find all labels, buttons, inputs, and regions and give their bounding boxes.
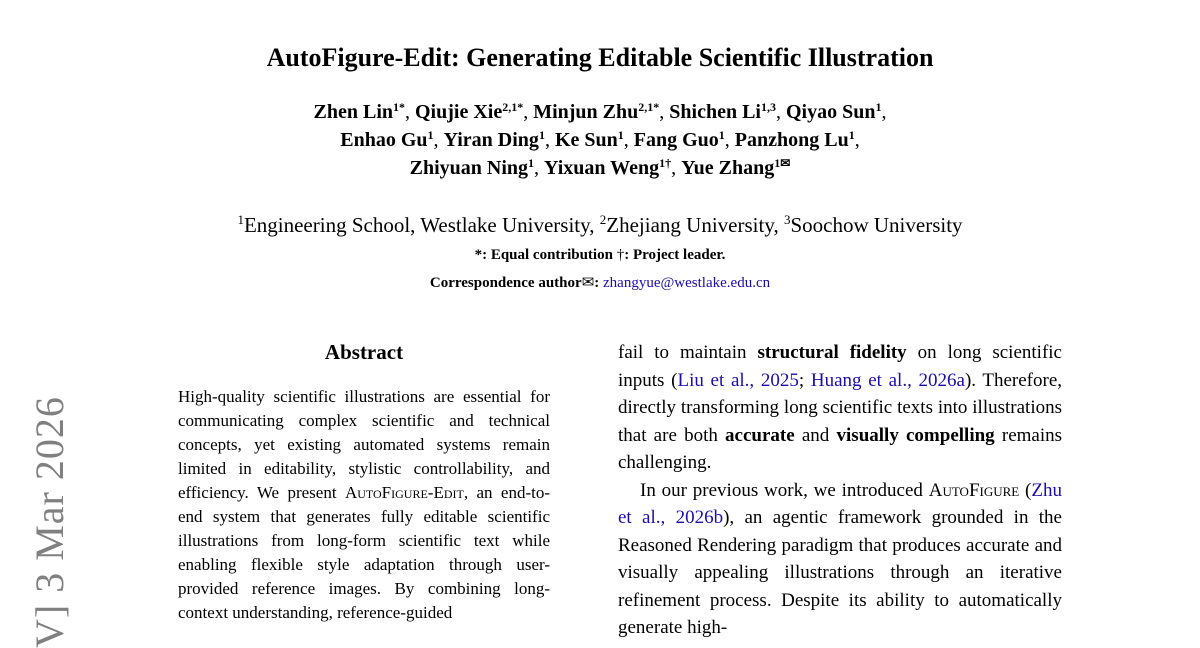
abstract-text: High-quality scientific illustrations are essential for communicating complex scientific and technical concepts, yet existing automated systems remain limited in editability, stylistic controllability, and efficiency. We present [178,387,550,502]
email-link[interactable]: zhangyue@westlake.edu.cn [603,275,771,291]
author-name: Yiran Ding [443,129,539,151]
author-name: Ke Sun [554,129,618,151]
contribution-note [0,245,1200,265]
paper-title: AutoFigure-Edit: Generating Editable Scientific Illustration [266,43,934,72]
author-name: Enhao Gu [340,129,428,151]
intro-text: remains challenging. [618,424,1063,473]
author-affil-sup: 1 [538,128,545,142]
abstract-heading: Abstract [324,340,404,364]
intro-text: In our previous work, we introduced [640,479,929,501]
correspondence-label: Correspondence author [429,275,582,291]
author-name: Yixuan Weng [544,157,660,179]
affil-sup: 2 [599,212,607,227]
intro-paragraph [618,339,1062,477]
affil-name: Engineering School, Westlake University [243,213,590,237]
equal-contribution-text: *: Equal contribution [474,247,613,263]
author-name: Yue Zhang [681,157,775,179]
envelope-icon: ✉ [581,275,595,291]
affiliations: $^1$Engineering School, Westlake University, $^2$Zhejiang University, $^3$Soochow University [237,212,963,237]
intro-bold-text: accurate [725,424,795,446]
affil-sup: 1 [237,212,244,227]
affil-sup: 3 [783,212,791,227]
author-name: Zhiyuan Ning [409,157,529,179]
author-name: Panzhong Lu [734,129,849,151]
intro-text: ; [798,369,811,391]
introduction-column [618,339,1062,642]
author-name: Minjun Zhu [533,101,639,123]
arxiv-stamp: V] 3 Mar 2026 [27,396,72,648]
author-affil-sup: 1 [427,128,434,142]
abstract-body [178,385,550,625]
affil-name: Soochow University [790,213,963,237]
author-affil-sup: 1 [617,128,624,142]
author-affil-sup: 1 [718,128,725,142]
intro-bold-text: structural fidelity [757,342,907,363]
intro-text: ), an agentic framework grounded in the Reasoned Rendering paradigm that produces accurate and visually appealing illustrations through an iterative refinement process. Despite its ability to automatically generate high- [618,507,1062,638]
intro-paragraph [618,477,1062,642]
citation-link[interactable]: Huang et al., 2026a [810,369,965,391]
correspondence-colon: : [594,275,600,291]
author-affil-sup: 1 [875,100,882,114]
author-affil-sup: 1,3 [760,100,776,114]
author-name: Fang Guo [633,129,719,151]
author-affil-sup: 1✉ [774,156,791,170]
system-name: AutoFigure [928,479,1020,501]
author-affil-sup: 1 [848,128,855,142]
author-name: Shichen Li [669,101,761,123]
abstract-text: , an end-to-end system that generates fully editable scientific illustrations from long-form scientific text while enabling flexible style adaptation through user-provided reference images. By combining long-context understanding, reference-guided [178,483,550,622]
author-affil-sup: 2,1* [502,100,524,114]
author-list: Zhen Lin$^{1*}$, Qiujie Xie$^{2,1*}$, Minjun Zhu$^{2,1*}$, Shichen Li$^{1,3}$, Qiyao Sun$^1$, Enhao Gu$^1$, Yiran Ding$^1$, Ke Sun$^1$, Fang Guo$^1$, Panzhong Lu$^1$, Zhiyuan Ning$^1$, Yixuan Weng$^{1\dagger}$, Yue Zhang$^{1✉}$ [313,100,887,179]
project-leader-text: : Project leader. [624,247,726,263]
intro-text: fail to maintain [618,342,758,363]
citation-link[interactable]: Zhu et al., 2026b [618,479,1062,528]
author-affil-sup: 1 [528,156,535,170]
intro-text: on long scientific inputs ( [618,342,1062,391]
correspondence-note [0,273,1200,293]
citation-link[interactable]: Liu et al., 2025 [677,369,799,391]
author-affil-sup: 2,1* [638,100,660,114]
author-affil-sup: 1* [393,100,405,114]
author-name: Zhen Lin [313,101,393,123]
author-name: Qiujie Xie [415,101,503,123]
intro-text: ( [1019,479,1032,501]
intro-text: and [794,424,837,446]
affil-name: Zhejiang University [606,213,774,237]
system-name: AutoFigure-Edit [344,483,464,502]
author-affil-sup: 1† [659,156,672,170]
intro-bold-text: visually compelling [836,424,995,446]
author-name: Qiyao Sun [785,101,876,123]
intro-text: ). Therefore, directly transforming long scientific texts into illustrations that are both [618,369,1063,446]
dagger-symbol: † [616,247,625,263]
